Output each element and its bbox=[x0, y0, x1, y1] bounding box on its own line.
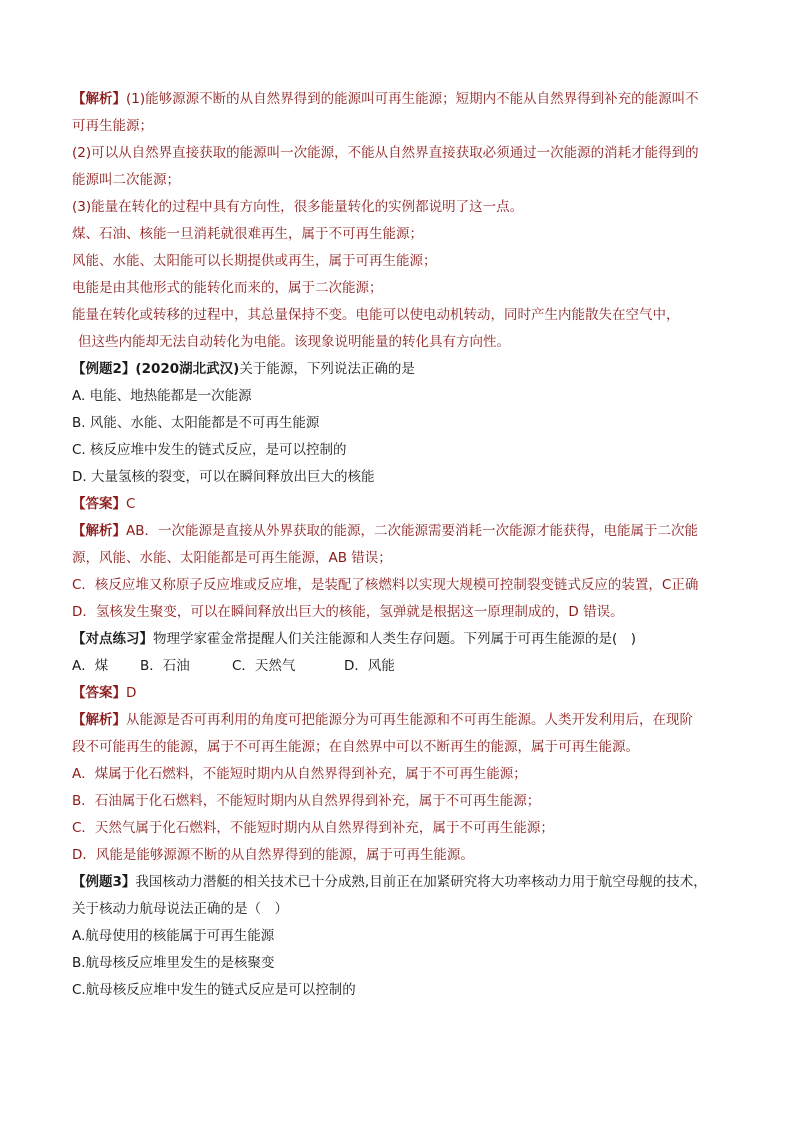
analysis-tag: 【解析】 bbox=[72, 523, 126, 539]
analysis-line-3: (2)可以从自然界直接获取的能源叫一次能源，不能从自然界直接获取必须通过一次能源的消耗才能得到的 bbox=[72, 145, 699, 161]
example2-analysis-1 bbox=[72, 518, 722, 545]
option-b: B．石油 bbox=[140, 658, 190, 674]
example2-analysis-4: D．氢核发生聚变，可以在瞬间释放出巨大的核能，氢弹就是根据这一原理制成的，D 错误。 bbox=[72, 604, 624, 620]
option-c: C．天然气 bbox=[232, 658, 296, 674]
practice-analysis-2: 段不可能再生的能源，属于不可再生能源；在自然界中可以不断再生的能源，属于可再生能源。 bbox=[72, 739, 639, 755]
practice-answer bbox=[72, 680, 722, 707]
document-page bbox=[72, 86, 722, 1004]
analysis-line-2: 可再生能源； bbox=[72, 118, 153, 134]
question-text: 我国核动力潜艇的相关技术已十分成熟,目前正在加紧研究将大功率核动力用于航空母舰的技术， bbox=[135, 874, 707, 890]
example2-analysis-3: C．核反应堆又称原子反应堆或反应堆，是装配了核燃料以实现大规模可控制裂变链式反应的装置，C正确 bbox=[72, 577, 699, 593]
answer-tag: 【答案】 bbox=[72, 496, 126, 512]
analysis-line-1 bbox=[72, 86, 722, 113]
practice-analysis-3: A．煤属于化石燃料，不能短时期内从自然界得到补充，属于不可再生能源； bbox=[72, 766, 527, 782]
analysis-tag: 【解析】 bbox=[72, 91, 126, 107]
analysis-line-4: 能源叫二次能源； bbox=[72, 172, 180, 188]
example2-question bbox=[72, 356, 722, 383]
question-text: 关于能源，下列说法正确的是 bbox=[239, 361, 415, 377]
answer-value: C bbox=[126, 496, 136, 512]
analysis-line-10: 但这些内能却无法自动转化为电能。该现象说明能量的转化具有方向性。 bbox=[78, 334, 510, 350]
practice-analysis-1 bbox=[72, 707, 722, 734]
analysis-line-9: 能量在转化或转移的过程中，其总量保持不变。电能可以使电动机转动，同时产生内能散失在空气中， bbox=[72, 307, 680, 323]
option-c: C.航母核反应堆中发生的链式反应是可以控制的 bbox=[72, 982, 356, 998]
option-b: B. 风能、水能、太阳能都是不可再生能源 bbox=[72, 415, 320, 431]
question-text: 物理学家霍金常提醒人们关注能源和人类生存问题。下列属于可再生能源的是( ) bbox=[153, 631, 637, 647]
example-tag: 【例题3】 bbox=[72, 874, 136, 890]
analysis-tag: 【解析】 bbox=[72, 712, 126, 728]
example-tag: 【例题2】 bbox=[72, 361, 136, 377]
question-source: (2020湖北武汉) bbox=[135, 361, 240, 377]
analysis-text: (1)能够源源不断的从自然界得到的能源叫可再生能源；短期内不能从自然界得到补充的能源叫不 bbox=[126, 91, 699, 107]
answer-value: D bbox=[126, 685, 137, 701]
analysis-line-8: 电能是由其他形式的能转化而来的，属于二次能源； bbox=[72, 280, 383, 296]
option-d: D．风能 bbox=[344, 658, 395, 674]
practice-analysis-4: B．石油属于化石燃料，不能短时期内从自然界得到补充，属于不可再生能源； bbox=[72, 793, 541, 809]
practice-analysis-5: C．天然气属于化石燃料，不能短时期内从自然界得到补充，属于不可再生能源； bbox=[72, 820, 554, 836]
practice-options bbox=[72, 653, 722, 680]
analysis-text: 从能源是否可再利用的角度可把能源分为可再生能源和不可再生能源。人类开发利用后，在现阶 bbox=[126, 712, 693, 728]
option-a: A.航母使用的核能属于可再生能源 bbox=[72, 928, 275, 944]
analysis-line-7: 风能、水能、太阳能可以长期提供或再生，属于可再生能源； bbox=[72, 253, 437, 269]
example2-analysis-2: 源，风能、水能、太阳能都是可再生能源，AB 错误； bbox=[72, 550, 392, 566]
answer-tag: 【答案】 bbox=[72, 685, 126, 701]
practice-tag: 【对点练习】 bbox=[72, 631, 153, 647]
option-a: A. 电能、地热能都是一次能源 bbox=[72, 388, 252, 404]
option-b: B.航母核反应堆里发生的是核聚变 bbox=[72, 955, 275, 971]
example2-answer bbox=[72, 491, 722, 518]
option-d: D. 大量氢核的裂变，可以在瞬间释放出巨大的核能 bbox=[72, 469, 375, 485]
example3-question-1 bbox=[72, 869, 722, 896]
option-a: A．煤 bbox=[72, 658, 109, 674]
option-c: C. 核反应堆中发生的链式反应，是可以控制的 bbox=[72, 442, 347, 458]
analysis-line-5: (3)能量在转化的过程中具有方向性，很多能量转化的实例都说明了这一点。 bbox=[72, 199, 524, 215]
analysis-line-6: 煤、石油、核能一旦消耗就很难再生，属于不可再生能源； bbox=[72, 226, 423, 242]
practice-analysis-6: D．风能是能够源源不断的从自然界得到的能源，属于可再生能源。 bbox=[72, 847, 474, 863]
analysis-text: AB．一次能源是直接从外界获取的能源，二次能源需要消耗一次能源才能获得，电能属于二次能 bbox=[126, 523, 698, 539]
example3-question-2: 关于核动力航母说法正确的是（ ） bbox=[72, 901, 288, 917]
practice-question bbox=[72, 626, 722, 653]
